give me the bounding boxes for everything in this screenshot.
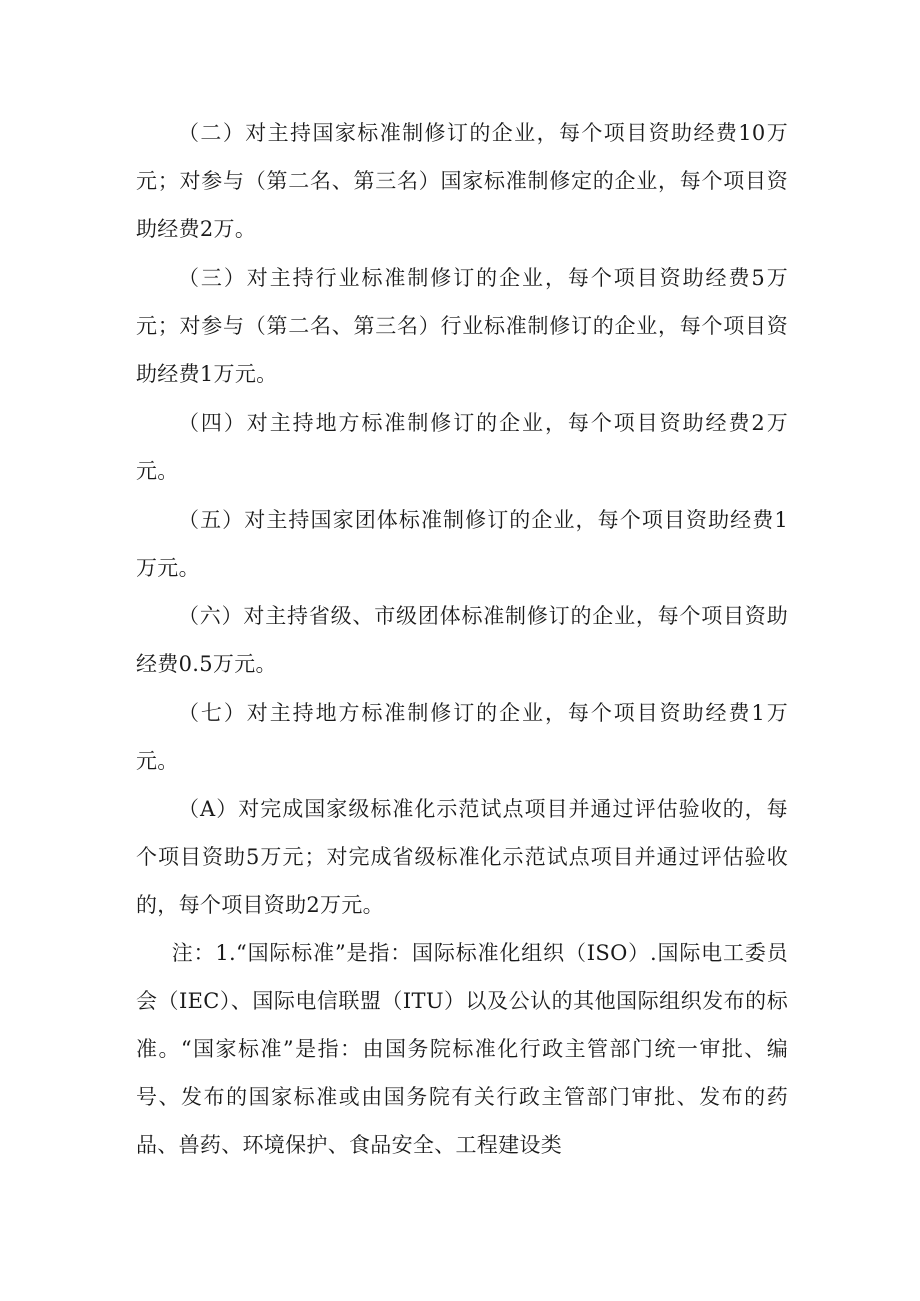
paragraph-item-4: （四）对主持地方标准制修订的企业，每个项目资助经费2万元。	[136, 411, 788, 483]
paragraph-item-5: （五）对主持国家团体标准制修订的企业，每个项目资助经费1万元。	[136, 508, 788, 580]
paragraph-item-a: （A）对完成国家级标准化示范试点项目并通过评估验收的，每个项目资助5万元；对完成省级标准化示范试点项目并通过评估验收的，每个项目资助2万元。	[136, 797, 788, 917]
paragraph-item-2: （二）对主持国家标准制修订的企业，每个项目资助经费10万元；对参与（第二名、第三名）国家标准制修定的企业，每个项目资助经费2万。	[136, 121, 788, 241]
paragraph-item-7: （七）对主持地方标准制修订的企业，每个项目资助经费1万元。	[136, 701, 788, 773]
note-paragraph: 注：1.“国际标准”是指：国际标准化组织（ISO）.国际电工委员会（IEC）、国际电信联盟（ITU）以及公认的其他国际组织发布的标准。“国家标准”是指：由国务院标准化行政主管部门统一审批、编号、发布的国家标准或由国务院有关行政主管部门审批、发布的药品、兽药、环境保护、食品安全、工程建设类	[136, 941, 788, 1157]
paragraph-item-3: （三）对主持行业标准制修订的企业，每个项目资助经费5万元；对参与（第二名、第三名）行业标准制修订的企业，每个项目资助经费1万元。	[136, 266, 788, 386]
paragraph-item-6: （六）对主持省级、市级团体标准制修订的企业，每个项目资助经费0.5万元。	[136, 604, 788, 676]
